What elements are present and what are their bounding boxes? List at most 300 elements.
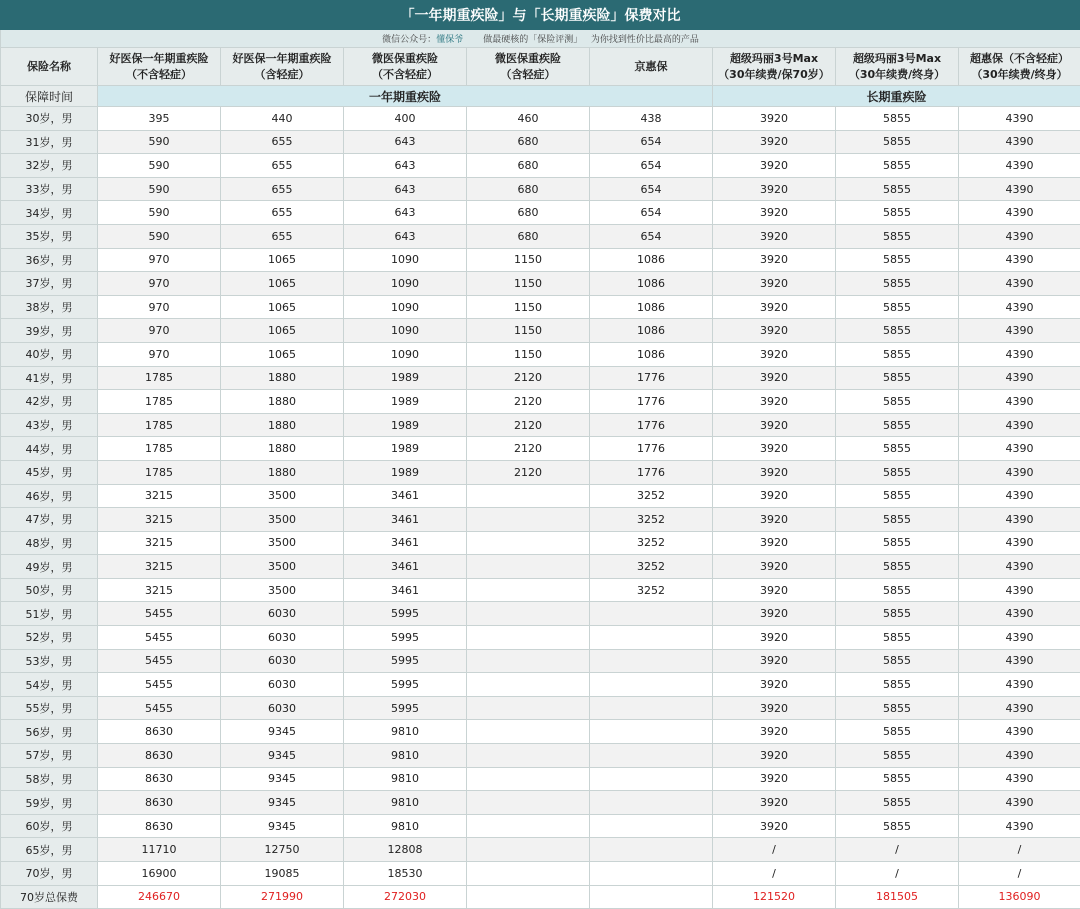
table-cell: 5995 xyxy=(344,626,467,650)
table-cell: 8630 xyxy=(98,814,221,838)
subtitle xyxy=(1,30,1080,48)
table-cell: 655 xyxy=(221,224,344,248)
table-cell: 3252 xyxy=(590,531,713,555)
category-long-term: 长期重疾险 xyxy=(713,86,1080,107)
table-cell: 9345 xyxy=(221,767,344,791)
table-cell: 643 xyxy=(344,177,467,201)
table-cell: 1880 xyxy=(221,437,344,461)
table-cell: 655 xyxy=(221,201,344,225)
table-cell: 3920 xyxy=(713,767,836,791)
table-cell: 4390 xyxy=(959,437,1080,461)
total-cell: 246670 xyxy=(98,885,221,908)
table-row xyxy=(1,720,1080,744)
table-cell: 1090 xyxy=(344,342,467,366)
table-row xyxy=(1,413,1080,437)
table-cell: 3461 xyxy=(344,531,467,555)
table-cell: 19085 xyxy=(221,862,344,886)
table-cell: 655 xyxy=(221,154,344,178)
table-cell: 3920 xyxy=(713,366,836,390)
table-cell: 6030 xyxy=(221,673,344,697)
table-cell: 1086 xyxy=(590,272,713,296)
table-cell: 12808 xyxy=(344,838,467,862)
table-cell: 6030 xyxy=(221,602,344,626)
table-cell: 4390 xyxy=(959,484,1080,508)
table-cell: 3920 xyxy=(713,107,836,131)
table-cell: 5455 xyxy=(98,602,221,626)
table-cell xyxy=(467,578,590,602)
table-cell: 1065 xyxy=(221,248,344,272)
table-cell: 590 xyxy=(98,224,221,248)
table-row xyxy=(1,201,1080,225)
row-age-label: 44岁，男 xyxy=(1,437,98,461)
table-row xyxy=(1,767,1080,791)
table-cell: 1776 xyxy=(590,390,713,414)
row-age-label: 37岁，男 xyxy=(1,272,98,296)
table-cell: 5855 xyxy=(836,413,959,437)
table-cell: 970 xyxy=(98,319,221,343)
table-cell: 3461 xyxy=(344,555,467,579)
table-cell: 4390 xyxy=(959,248,1080,272)
table-cell: 4390 xyxy=(959,154,1080,178)
table-cell: 590 xyxy=(98,154,221,178)
table-cell: 590 xyxy=(98,201,221,225)
table-cell: 1989 xyxy=(344,460,467,484)
table-cell: 970 xyxy=(98,248,221,272)
table-cell xyxy=(467,696,590,720)
row-age-label: 48岁，男 xyxy=(1,531,98,555)
row-age-label: 45岁，男 xyxy=(1,460,98,484)
table-cell: 460 xyxy=(467,107,590,131)
table-cell: 8630 xyxy=(98,744,221,768)
table-cell xyxy=(467,626,590,650)
table-row xyxy=(1,295,1080,319)
table-cell xyxy=(467,720,590,744)
table-row xyxy=(1,673,1080,697)
table-cell: 1880 xyxy=(221,366,344,390)
table-cell: 1086 xyxy=(590,319,713,343)
table-cell: 3461 xyxy=(344,484,467,508)
row-age-label: 54岁，男 xyxy=(1,673,98,697)
table-row xyxy=(1,484,1080,508)
table-cell: 5855 xyxy=(836,531,959,555)
table-row xyxy=(1,366,1080,390)
table-cell: 5855 xyxy=(836,791,959,815)
table-cell: 6030 xyxy=(221,649,344,673)
table-cell: 5855 xyxy=(836,696,959,720)
table-cell: 4390 xyxy=(959,791,1080,815)
table-row xyxy=(1,814,1080,838)
table-cell: 680 xyxy=(467,154,590,178)
table-cell: 9810 xyxy=(344,744,467,768)
table-cell: 9810 xyxy=(344,767,467,791)
table-cell: 590 xyxy=(98,130,221,154)
table-cell: 643 xyxy=(344,154,467,178)
table-cell xyxy=(590,626,713,650)
table-cell: 5855 xyxy=(836,319,959,343)
table-cell: 3920 xyxy=(713,201,836,225)
table-cell xyxy=(467,673,590,697)
table-cell: 9810 xyxy=(344,814,467,838)
table-cell: 1989 xyxy=(344,366,467,390)
table-row xyxy=(1,177,1080,201)
table-cell: 643 xyxy=(344,201,467,225)
table-cell: 4390 xyxy=(959,578,1080,602)
table-cell xyxy=(590,814,713,838)
table-cell: 1065 xyxy=(221,342,344,366)
table-cell: 9810 xyxy=(344,791,467,815)
table-cell: / xyxy=(836,838,959,862)
table-cell: 2120 xyxy=(467,437,590,461)
table-cell: 1086 xyxy=(590,342,713,366)
table-row xyxy=(1,224,1080,248)
table-cell: 3920 xyxy=(713,791,836,815)
column-header-row xyxy=(1,48,1080,86)
table-cell: 3215 xyxy=(98,531,221,555)
total-cell xyxy=(590,885,713,908)
row-age-label: 43岁，男 xyxy=(1,413,98,437)
table-cell: 1776 xyxy=(590,437,713,461)
row-age-label: 46岁，男 xyxy=(1,484,98,508)
table-cell xyxy=(590,744,713,768)
table-cell: 1880 xyxy=(221,390,344,414)
table-cell: 4390 xyxy=(959,814,1080,838)
row-age-label: 51岁，男 xyxy=(1,602,98,626)
table-cell: 9345 xyxy=(221,791,344,815)
table-cell: / xyxy=(959,838,1080,862)
table-cell: 4390 xyxy=(959,319,1080,343)
table-row xyxy=(1,696,1080,720)
table-cell: 3461 xyxy=(344,508,467,532)
table-cell: 6030 xyxy=(221,696,344,720)
table-row xyxy=(1,744,1080,768)
row-age-label: 34岁，男 xyxy=(1,201,98,225)
table-cell: 1065 xyxy=(221,295,344,319)
table-cell: 5855 xyxy=(836,295,959,319)
category-row xyxy=(1,86,1080,107)
table-cell: 3215 xyxy=(98,555,221,579)
table-cell: 643 xyxy=(344,130,467,154)
table-cell: 3215 xyxy=(98,578,221,602)
table-cell xyxy=(467,838,590,862)
table-cell: 4390 xyxy=(959,177,1080,201)
table-cell: 5855 xyxy=(836,602,959,626)
table-cell: 1086 xyxy=(590,248,713,272)
table-cell: 5855 xyxy=(836,744,959,768)
table-cell: 1785 xyxy=(98,413,221,437)
table-cell: 5855 xyxy=(836,272,959,296)
table-cell: 8630 xyxy=(98,767,221,791)
table-cell: 5855 xyxy=(836,366,959,390)
table-row xyxy=(1,508,1080,532)
row-age-label: 55岁，男 xyxy=(1,696,98,720)
row-age-label: 35岁，男 xyxy=(1,224,98,248)
table-row xyxy=(1,649,1080,673)
total-cell xyxy=(467,885,590,908)
table-cell xyxy=(467,791,590,815)
table-cell: 3920 xyxy=(713,272,836,296)
table-cell: 3920 xyxy=(713,342,836,366)
table-row xyxy=(1,791,1080,815)
table-cell: 5855 xyxy=(836,484,959,508)
table-cell: 654 xyxy=(590,201,713,225)
row-age-label: 70岁，男 xyxy=(1,862,98,886)
header-col7: 超级玛丽3号Max （30年续费/终身） xyxy=(836,48,959,86)
table-cell: 1150 xyxy=(467,295,590,319)
total-row xyxy=(1,885,1080,908)
table-row xyxy=(1,838,1080,862)
subtitle-middle: 做最硬核的「保险评测」 xyxy=(483,35,582,45)
table-cell xyxy=(467,744,590,768)
table-cell: 4390 xyxy=(959,413,1080,437)
table-cell: 4390 xyxy=(959,649,1080,673)
table-cell xyxy=(467,531,590,555)
table-cell: 1785 xyxy=(98,390,221,414)
table-cell: 9810 xyxy=(344,720,467,744)
table-cell xyxy=(467,767,590,791)
table-cell: / xyxy=(713,838,836,862)
table-cell: 654 xyxy=(590,177,713,201)
table-cell: 3500 xyxy=(221,508,344,532)
table-cell: 2120 xyxy=(467,366,590,390)
table-cell: 3500 xyxy=(221,484,344,508)
table-cell: 3920 xyxy=(713,177,836,201)
table-cell: 3920 xyxy=(713,154,836,178)
header-col1: 好医保一年期重疾险 （不含轻症） xyxy=(98,48,221,86)
row-age-label: 53岁，男 xyxy=(1,649,98,673)
table-row xyxy=(1,555,1080,579)
table-cell: 3920 xyxy=(713,130,836,154)
row-age-label: 41岁，男 xyxy=(1,366,98,390)
table-cell: 654 xyxy=(590,154,713,178)
table-cell: 3252 xyxy=(590,578,713,602)
table-cell: / xyxy=(959,862,1080,886)
table-cell: 3920 xyxy=(713,508,836,532)
table-cell xyxy=(590,767,713,791)
table-cell: 643 xyxy=(344,224,467,248)
table-cell: 6030 xyxy=(221,626,344,650)
table-cell: 1090 xyxy=(344,295,467,319)
row-age-label: 39岁，男 xyxy=(1,319,98,343)
table-cell xyxy=(590,602,713,626)
table-cell: 680 xyxy=(467,224,590,248)
table-cell xyxy=(467,649,590,673)
table-cell: 590 xyxy=(98,177,221,201)
table-cell: 8630 xyxy=(98,720,221,744)
table-row xyxy=(1,154,1080,178)
table-cell: 1090 xyxy=(344,248,467,272)
table-cell: 4390 xyxy=(959,130,1080,154)
table-cell: 3920 xyxy=(713,413,836,437)
table-cell: 3920 xyxy=(713,673,836,697)
table-cell: 3920 xyxy=(713,696,836,720)
header-col5: 京惠保 xyxy=(590,48,713,86)
row-age-label: 49岁，男 xyxy=(1,555,98,579)
row-age-label: 58岁，男 xyxy=(1,767,98,791)
subtitle-account: 懂保爷 xyxy=(436,35,463,45)
table-cell: 8630 xyxy=(98,791,221,815)
table-cell: 4390 xyxy=(959,272,1080,296)
table-cell: 654 xyxy=(590,130,713,154)
table-cell: 4390 xyxy=(959,366,1080,390)
table-cell: 1150 xyxy=(467,319,590,343)
table-cell xyxy=(467,862,590,886)
table-cell: 3461 xyxy=(344,578,467,602)
table-cell: 4390 xyxy=(959,767,1080,791)
total-cell: 136090 xyxy=(959,885,1080,908)
row-age-label: 40岁，男 xyxy=(1,342,98,366)
table-cell: 3920 xyxy=(713,224,836,248)
header-col3: 微医保重疾险 （不含轻症） xyxy=(344,48,467,86)
table-cell: 3252 xyxy=(590,555,713,579)
table-cell xyxy=(590,862,713,886)
table-row xyxy=(1,107,1080,131)
table-cell: 2120 xyxy=(467,390,590,414)
row-age-label: 60岁，男 xyxy=(1,814,98,838)
table-cell: 5855 xyxy=(836,177,959,201)
table-cell: 3215 xyxy=(98,508,221,532)
table-cell: 18530 xyxy=(344,862,467,886)
table-cell: 4390 xyxy=(959,720,1080,744)
table-cell: 970 xyxy=(98,342,221,366)
row-age-label: 42岁，男 xyxy=(1,390,98,414)
header-col6: 超级玛丽3号Max （30年续费/保70岁） xyxy=(713,48,836,86)
table-cell: 655 xyxy=(221,177,344,201)
table-row xyxy=(1,390,1080,414)
table-cell: 4390 xyxy=(959,602,1080,626)
table-cell xyxy=(590,696,713,720)
table-cell xyxy=(467,814,590,838)
table-cell: 5855 xyxy=(836,555,959,579)
table-cell xyxy=(467,602,590,626)
table-cell: 5995 xyxy=(344,649,467,673)
row-age-label: 57岁，男 xyxy=(1,744,98,768)
table-cell: 1150 xyxy=(467,342,590,366)
table-cell: 3500 xyxy=(221,578,344,602)
table-cell: 1776 xyxy=(590,413,713,437)
table-cell: 655 xyxy=(221,130,344,154)
table-cell: 5855 xyxy=(836,508,959,532)
table-cell: 3920 xyxy=(713,437,836,461)
table-cell: 680 xyxy=(467,177,590,201)
table-cell: 5855 xyxy=(836,201,959,225)
table-cell: 438 xyxy=(590,107,713,131)
table-cell: 3920 xyxy=(713,460,836,484)
table-row xyxy=(1,437,1080,461)
table-cell: 3500 xyxy=(221,531,344,555)
row-age-label: 30岁，男 xyxy=(1,107,98,131)
header-col8: 超惠保（不含轻症） （30年续费/终身） xyxy=(959,48,1080,86)
table-cell: 4390 xyxy=(959,508,1080,532)
table-cell: 3920 xyxy=(713,295,836,319)
table-cell: 395 xyxy=(98,107,221,131)
table-cell: 4390 xyxy=(959,626,1080,650)
table-cell: 1785 xyxy=(98,366,221,390)
table-cell: 4390 xyxy=(959,107,1080,131)
table-cell: 1989 xyxy=(344,437,467,461)
table-cell: 1776 xyxy=(590,460,713,484)
table-cell: 5855 xyxy=(836,767,959,791)
table-row xyxy=(1,130,1080,154)
table-cell: 5455 xyxy=(98,673,221,697)
table-cell: 970 xyxy=(98,295,221,319)
row-age-label: 65岁，男 xyxy=(1,838,98,862)
table-cell: 5855 xyxy=(836,649,959,673)
table-cell: 1150 xyxy=(467,248,590,272)
table-cell: 3920 xyxy=(713,649,836,673)
table-row xyxy=(1,578,1080,602)
table-cell: 3920 xyxy=(713,390,836,414)
table-cell: 1150 xyxy=(467,272,590,296)
table-cell: 5995 xyxy=(344,602,467,626)
table-cell: 5855 xyxy=(836,130,959,154)
row-age-label: 33岁，男 xyxy=(1,177,98,201)
table-cell: 3920 xyxy=(713,602,836,626)
table-cell: 1880 xyxy=(221,460,344,484)
table-cell: 1989 xyxy=(344,413,467,437)
table-cell: 4390 xyxy=(959,555,1080,579)
subtitle-prefix: 微信公众号： xyxy=(382,35,436,45)
table-cell: 680 xyxy=(467,130,590,154)
row-age-label: 31岁，男 xyxy=(1,130,98,154)
table-cell: 3920 xyxy=(713,720,836,744)
table-cell: 5855 xyxy=(836,437,959,461)
table-cell: 11710 xyxy=(98,838,221,862)
table-cell: 3252 xyxy=(590,484,713,508)
total-cell: 121520 xyxy=(713,885,836,908)
table-cell xyxy=(590,720,713,744)
table-cell: 5855 xyxy=(836,154,959,178)
row-age-label: 56岁，男 xyxy=(1,720,98,744)
table-cell: 5855 xyxy=(836,460,959,484)
table-cell: 5855 xyxy=(836,107,959,131)
table-cell: / xyxy=(836,862,959,886)
row-age-label: 32岁，男 xyxy=(1,154,98,178)
header-insurance-name: 保险名称 xyxy=(1,48,98,86)
table-cell xyxy=(590,673,713,697)
table-cell: 654 xyxy=(590,224,713,248)
table-cell: 3920 xyxy=(713,248,836,272)
table-cell: 5855 xyxy=(836,673,959,697)
category-label: 保障时间 xyxy=(1,86,98,107)
table-cell: 9345 xyxy=(221,744,344,768)
row-age-label: 38岁，男 xyxy=(1,295,98,319)
header-col2: 好医保一年期重疾险 （含轻症） xyxy=(221,48,344,86)
row-age-label: 50岁，男 xyxy=(1,578,98,602)
total-cell: 272030 xyxy=(344,885,467,908)
table-row xyxy=(1,602,1080,626)
table-row xyxy=(1,272,1080,296)
table-cell: 2120 xyxy=(467,413,590,437)
table-cell: 5855 xyxy=(836,342,959,366)
header-col4: 微医保重疾险 （含轻症） xyxy=(467,48,590,86)
table-cell: 3215 xyxy=(98,484,221,508)
table-cell xyxy=(467,508,590,532)
table-cell: 4390 xyxy=(959,744,1080,768)
table-cell: 4390 xyxy=(959,390,1080,414)
table-cell: 4390 xyxy=(959,673,1080,697)
table-cell: 1065 xyxy=(221,319,344,343)
table-cell xyxy=(590,838,713,862)
table-cell: 9345 xyxy=(221,814,344,838)
table-cell xyxy=(590,791,713,815)
table-cell: / xyxy=(713,862,836,886)
table-row xyxy=(1,342,1080,366)
row-age-label: 52岁，男 xyxy=(1,626,98,650)
table-cell: 5455 xyxy=(98,626,221,650)
table-cell: 5855 xyxy=(836,814,959,838)
table-cell: 680 xyxy=(467,201,590,225)
table-cell: 1785 xyxy=(98,460,221,484)
